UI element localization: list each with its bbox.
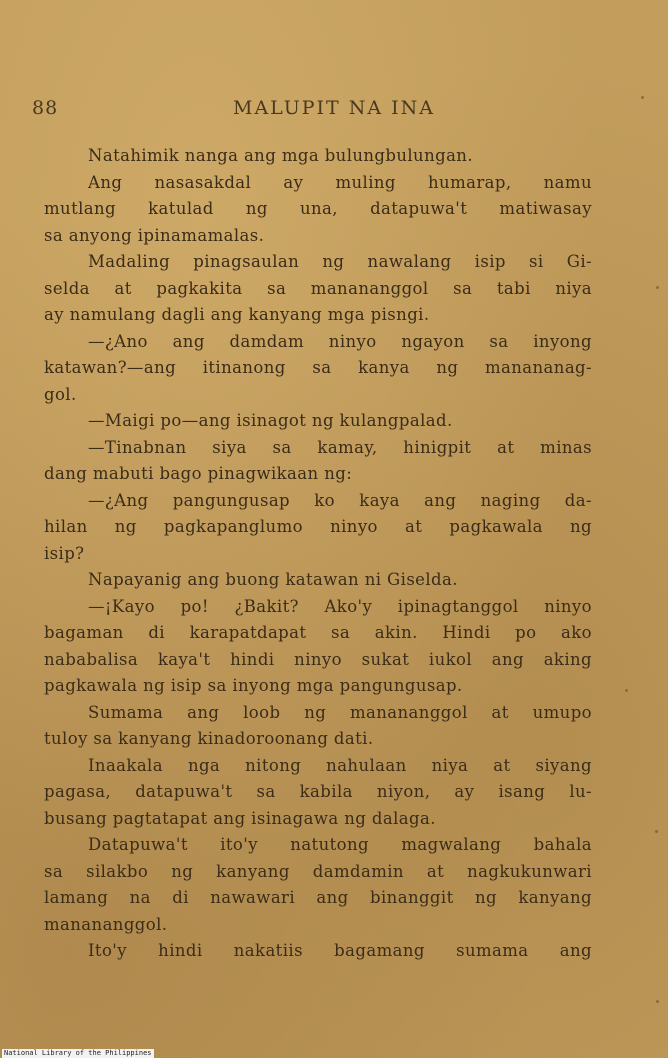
text-line: tuloy sa kanyang kinadoroonang dati. bbox=[44, 729, 374, 748]
text-line: Sumama ang loob ng manananggol at umupo bbox=[88, 702, 592, 722]
text-line: ay namulang dagli ang kanyang mga pisngi. bbox=[44, 305, 430, 324]
paper-speck bbox=[656, 286, 659, 289]
text-line: mutlang katulad ng una, datapuwa't matiwasay bbox=[44, 199, 592, 218]
paper-speck bbox=[641, 96, 644, 99]
page-number: 88 bbox=[32, 97, 59, 119]
text-line: gol. bbox=[44, 384, 77, 404]
text-line: sa anyong ipinamamalas. bbox=[44, 225, 265, 245]
paper-speck bbox=[656, 1000, 659, 1003]
text-line: —Tinabnan siya sa kamay, hinigpit at minas bbox=[88, 437, 592, 457]
text-line: isip? bbox=[44, 543, 85, 563]
text-line: katawan?—ang itinanong sa kanya ng manananag- bbox=[44, 358, 592, 377]
paper-speck bbox=[655, 830, 658, 833]
text-line: Ito'y hindi nakatiis bagamang sumama ang bbox=[88, 941, 592, 960]
library-footer: National Library of the Philippines bbox=[4, 1049, 152, 1057]
running-head: MALUPIT NA INA bbox=[232, 97, 435, 119]
text-line: —Maigi po—ang isinagot ng kulangpalad. bbox=[88, 411, 453, 430]
text-line: nababalisa kaya't hindi ninyo sukat iukol ang aking bbox=[44, 649, 592, 669]
text-line: —¿Ang pangungusap ko kaya ang naging da- bbox=[88, 490, 592, 510]
text-line: —¡Kayo po! ¿Bakit? Ako'y ipinagtanggol ninyo bbox=[88, 596, 592, 616]
text-line: Datapuwa't ito'y natutong magwalang bahala bbox=[88, 835, 592, 854]
text-line: lamang na di nawawari ang binanggit ng kanyang bbox=[44, 888, 592, 907]
text-line: Natahimik nanga ang mga bulungbulungan. bbox=[88, 146, 473, 165]
body-text bbox=[44, 143, 592, 965]
text-line: Inaakala nga nitong nahulaan niya at siyang bbox=[88, 755, 592, 775]
text-line: Madaling pinagsaulan ng nawalang isip si Gi- bbox=[88, 252, 592, 271]
text-line: hilan ng pagkapanglumo ninyo at pagkawala ng bbox=[44, 517, 592, 536]
paper-speck bbox=[625, 689, 628, 692]
text-line: pagasa, datapuwa't sa kabila niyon, ay isang lu- bbox=[44, 782, 592, 801]
text-line: selda at pagkakita sa manananggol sa tabi niya bbox=[44, 278, 592, 298]
text-line: Napayanig ang buong katawan ni Giselda. bbox=[88, 570, 458, 589]
text-line: —¿Ano ang damdam ninyo ngayon sa inyong bbox=[88, 331, 592, 351]
text-line: sa silakbo ng kanyang damdamin at nagkukunwari bbox=[44, 861, 592, 881]
text-line: pagkawala ng isip sa inyong mga pangungusap. bbox=[44, 676, 463, 695]
text-line: busang pagtatapat ang isinagawa ng dalaga. bbox=[44, 808, 436, 828]
text-line: dang mabuti bago pinagwikaan ng: bbox=[44, 464, 353, 483]
text-line: bagaman di karapatdapat sa akin. Hindi po ako bbox=[44, 623, 592, 642]
text-line: Ang nasasakdal ay muling humarap, namu bbox=[88, 172, 592, 192]
text-line: manananggol. bbox=[44, 914, 168, 934]
